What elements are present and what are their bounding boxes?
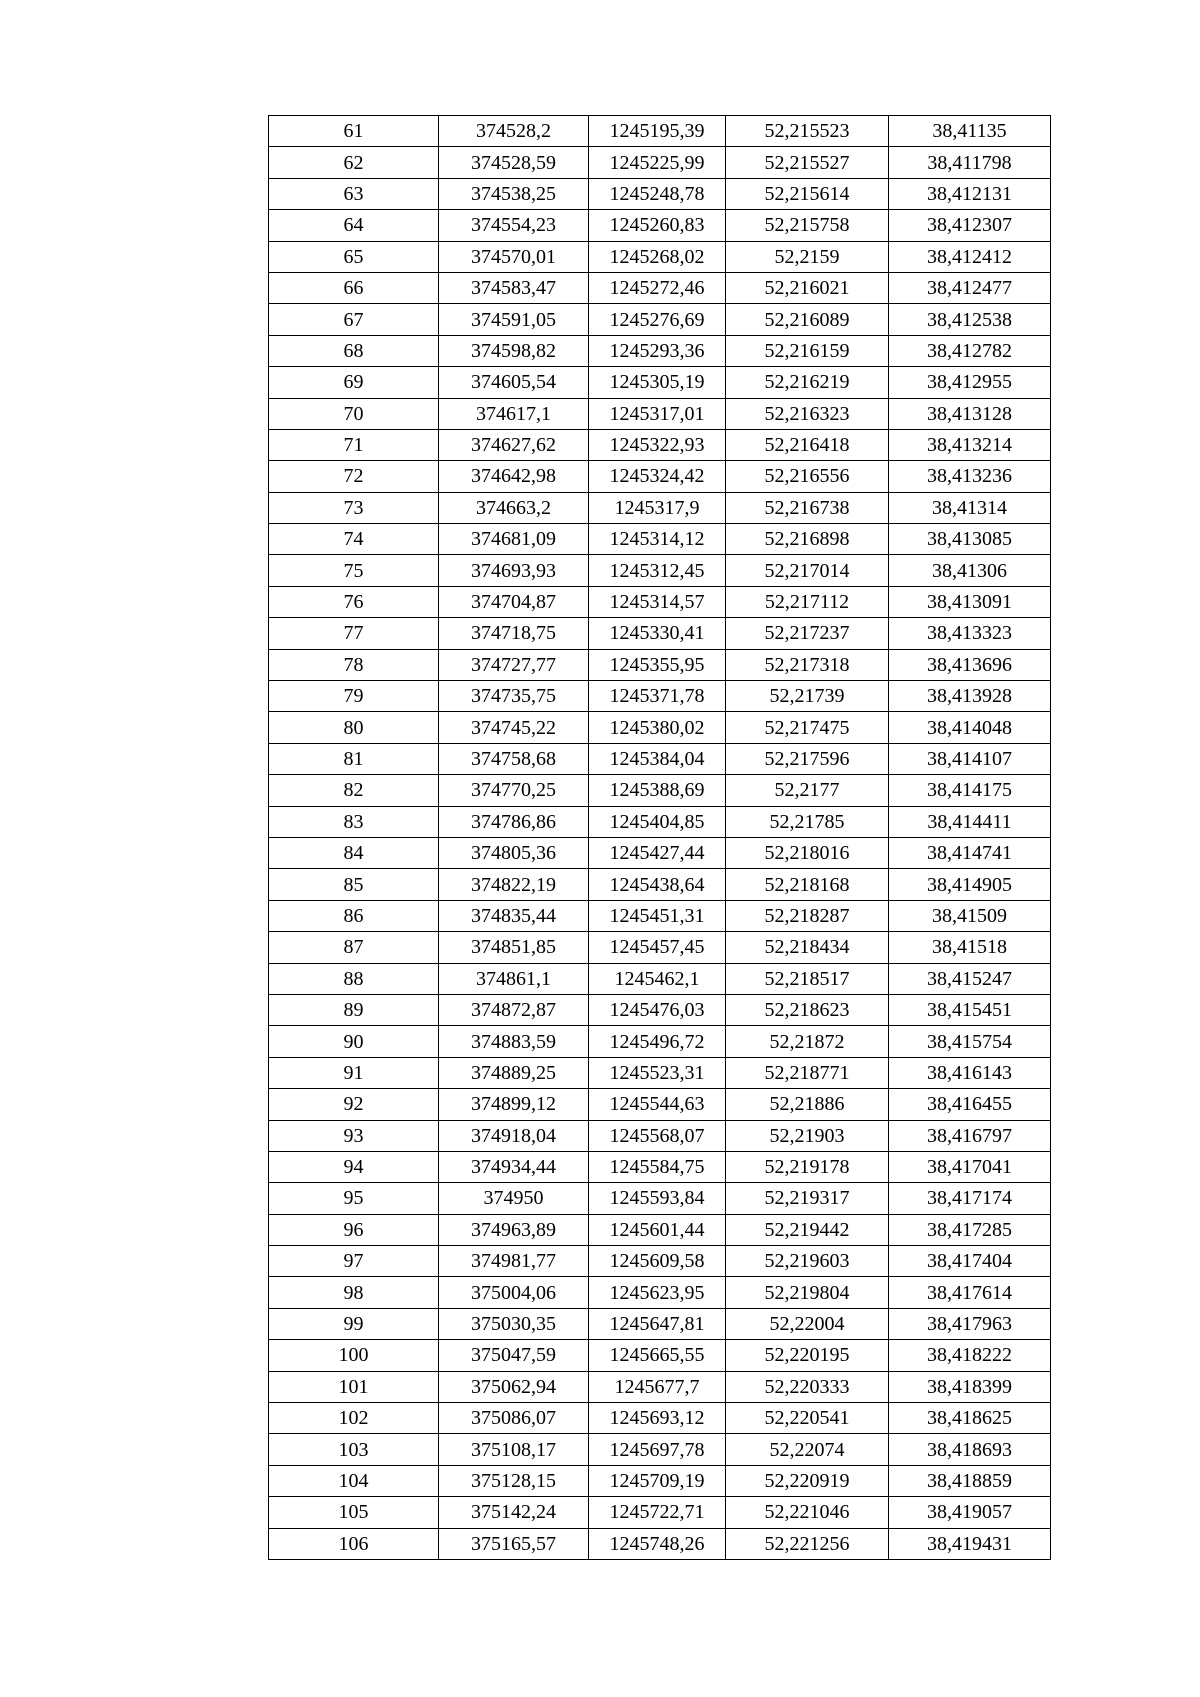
table-row [269, 806, 1051, 837]
longitude-cell: 38,419431 [889, 1528, 1051, 1559]
y-coordinate-cell: 1245317,9 [589, 492, 726, 523]
table-row [269, 1465, 1051, 1496]
point-number-cell: 66 [269, 272, 439, 303]
latitude-cell: 52,219442 [726, 1214, 889, 1245]
x-coordinate-cell: 374851,85 [439, 932, 589, 963]
latitude-cell: 52,218623 [726, 994, 889, 1025]
x-coordinate-cell: 374918,04 [439, 1120, 589, 1151]
longitude-cell: 38,415247 [889, 963, 1051, 994]
x-coordinate-cell: 374786,86 [439, 806, 589, 837]
table-row [269, 1246, 1051, 1277]
y-coordinate-cell: 1245248,78 [589, 178, 726, 209]
longitude-cell: 38,412131 [889, 178, 1051, 209]
latitude-cell: 52,217014 [726, 555, 889, 586]
table-row [269, 1120, 1051, 1151]
latitude-cell: 52,216159 [726, 335, 889, 366]
point-number-cell: 82 [269, 775, 439, 806]
y-coordinate-cell: 1245722,71 [589, 1497, 726, 1528]
latitude-cell: 52,215758 [726, 210, 889, 241]
x-coordinate-cell: 374605,54 [439, 367, 589, 398]
point-number-cell: 103 [269, 1434, 439, 1465]
y-coordinate-cell: 1245593,84 [589, 1183, 726, 1214]
latitude-cell: 52,219178 [726, 1151, 889, 1182]
table-row [269, 649, 1051, 680]
point-number-cell: 92 [269, 1089, 439, 1120]
point-number-cell: 74 [269, 524, 439, 555]
latitude-cell: 52,218517 [726, 963, 889, 994]
y-coordinate-cell: 1245317,01 [589, 398, 726, 429]
latitude-cell: 52,21872 [726, 1026, 889, 1057]
latitude-cell: 52,218287 [726, 900, 889, 931]
point-number-cell: 100 [269, 1340, 439, 1371]
longitude-cell: 38,412412 [889, 241, 1051, 272]
latitude-cell: 52,216556 [726, 461, 889, 492]
latitude-cell: 52,215527 [726, 147, 889, 178]
table-row [269, 1308, 1051, 1339]
longitude-cell: 38,414048 [889, 712, 1051, 743]
y-coordinate-cell: 1245384,04 [589, 743, 726, 774]
point-number-cell: 78 [269, 649, 439, 680]
x-coordinate-cell: 374583,47 [439, 272, 589, 303]
point-number-cell: 79 [269, 681, 439, 712]
longitude-cell: 38,419057 [889, 1497, 1051, 1528]
table-row [269, 304, 1051, 335]
x-coordinate-cell: 374727,77 [439, 649, 589, 680]
x-coordinate-cell: 374770,25 [439, 775, 589, 806]
table-body [269, 116, 1051, 1560]
latitude-cell: 52,21903 [726, 1120, 889, 1151]
table-row [269, 335, 1051, 366]
table-row [269, 900, 1051, 931]
longitude-cell: 38,413323 [889, 618, 1051, 649]
y-coordinate-cell: 1245462,1 [589, 963, 726, 994]
y-coordinate-cell: 1245693,12 [589, 1403, 726, 1434]
longitude-cell: 38,415754 [889, 1026, 1051, 1057]
y-coordinate-cell: 1245496,72 [589, 1026, 726, 1057]
x-coordinate-cell: 374745,22 [439, 712, 589, 743]
latitude-cell: 52,21785 [726, 806, 889, 837]
point-number-cell: 96 [269, 1214, 439, 1245]
y-coordinate-cell: 1245451,31 [589, 900, 726, 931]
y-coordinate-cell: 1245748,26 [589, 1528, 726, 1559]
y-coordinate-cell: 1245438,64 [589, 869, 726, 900]
y-coordinate-cell: 1245276,69 [589, 304, 726, 335]
table-row [269, 1277, 1051, 1308]
latitude-cell: 52,217596 [726, 743, 889, 774]
longitude-cell: 38,413928 [889, 681, 1051, 712]
table-row [269, 775, 1051, 806]
point-number-cell: 85 [269, 869, 439, 900]
latitude-cell: 52,21739 [726, 681, 889, 712]
x-coordinate-cell: 374591,05 [439, 304, 589, 335]
point-number-cell: 93 [269, 1120, 439, 1151]
table-row [269, 555, 1051, 586]
longitude-cell: 38,416797 [889, 1120, 1051, 1151]
latitude-cell: 52,2159 [726, 241, 889, 272]
longitude-cell: 38,417041 [889, 1151, 1051, 1182]
table-row [269, 1183, 1051, 1214]
longitude-cell: 38,415451 [889, 994, 1051, 1025]
longitude-cell: 38,412955 [889, 367, 1051, 398]
latitude-cell: 52,216219 [726, 367, 889, 398]
longitude-cell: 38,41518 [889, 932, 1051, 963]
latitude-cell: 52,217112 [726, 586, 889, 617]
point-number-cell: 86 [269, 900, 439, 931]
latitude-cell: 52,220333 [726, 1371, 889, 1402]
table-row [269, 1089, 1051, 1120]
y-coordinate-cell: 1245314,57 [589, 586, 726, 617]
x-coordinate-cell: 375047,59 [439, 1340, 589, 1371]
x-coordinate-cell: 374950 [439, 1183, 589, 1214]
latitude-cell: 52,217475 [726, 712, 889, 743]
longitude-cell: 38,417174 [889, 1183, 1051, 1214]
table-row [269, 524, 1051, 555]
point-number-cell: 75 [269, 555, 439, 586]
latitude-cell: 52,2177 [726, 775, 889, 806]
point-number-cell: 67 [269, 304, 439, 335]
y-coordinate-cell: 1245544,63 [589, 1089, 726, 1120]
point-number-cell: 64 [269, 210, 439, 241]
longitude-cell: 38,418222 [889, 1340, 1051, 1371]
point-number-cell: 98 [269, 1277, 439, 1308]
y-coordinate-cell: 1245523,31 [589, 1057, 726, 1088]
table-row [269, 210, 1051, 241]
y-coordinate-cell: 1245623,95 [589, 1277, 726, 1308]
longitude-cell: 38,411798 [889, 147, 1051, 178]
table-row [269, 1371, 1051, 1402]
table-row [269, 1528, 1051, 1559]
point-number-cell: 87 [269, 932, 439, 963]
longitude-cell: 38,414107 [889, 743, 1051, 774]
y-coordinate-cell: 1245601,44 [589, 1214, 726, 1245]
latitude-cell: 52,221046 [726, 1497, 889, 1528]
latitude-cell: 52,219317 [726, 1183, 889, 1214]
y-coordinate-cell: 1245609,58 [589, 1246, 726, 1277]
x-coordinate-cell: 374805,36 [439, 837, 589, 868]
longitude-cell: 38,417614 [889, 1277, 1051, 1308]
x-coordinate-cell: 374899,12 [439, 1089, 589, 1120]
table-row [269, 743, 1051, 774]
x-coordinate-cell: 375108,17 [439, 1434, 589, 1465]
table-row [269, 492, 1051, 523]
longitude-cell: 38,417963 [889, 1308, 1051, 1339]
point-number-cell: 102 [269, 1403, 439, 1434]
latitude-cell: 52,221256 [726, 1528, 889, 1559]
x-coordinate-cell: 374693,93 [439, 555, 589, 586]
longitude-cell: 38,413091 [889, 586, 1051, 617]
x-coordinate-cell: 374718,75 [439, 618, 589, 649]
point-number-cell: 88 [269, 963, 439, 994]
latitude-cell: 52,220195 [726, 1340, 889, 1371]
point-number-cell: 106 [269, 1528, 439, 1559]
table-row [269, 681, 1051, 712]
y-coordinate-cell: 1245709,19 [589, 1465, 726, 1496]
y-coordinate-cell: 1245268,02 [589, 241, 726, 272]
point-number-cell: 84 [269, 837, 439, 868]
latitude-cell: 52,216089 [726, 304, 889, 335]
table-row [269, 367, 1051, 398]
x-coordinate-cell: 374627,62 [439, 429, 589, 460]
x-coordinate-cell: 374598,82 [439, 335, 589, 366]
longitude-cell: 38,41509 [889, 900, 1051, 931]
longitude-cell: 38,41314 [889, 492, 1051, 523]
y-coordinate-cell: 1245314,12 [589, 524, 726, 555]
x-coordinate-cell: 374934,44 [439, 1151, 589, 1182]
point-number-cell: 70 [269, 398, 439, 429]
longitude-cell: 38,412477 [889, 272, 1051, 303]
x-coordinate-cell: 375004,06 [439, 1277, 589, 1308]
x-coordinate-cell: 374963,89 [439, 1214, 589, 1245]
table-row [269, 1026, 1051, 1057]
table-row [269, 869, 1051, 900]
table-row [269, 618, 1051, 649]
y-coordinate-cell: 1245272,46 [589, 272, 726, 303]
y-coordinate-cell: 1245647,81 [589, 1308, 726, 1339]
table-row [269, 837, 1051, 868]
x-coordinate-cell: 374681,09 [439, 524, 589, 555]
point-number-cell: 94 [269, 1151, 439, 1182]
x-coordinate-cell: 374835,44 [439, 900, 589, 931]
x-coordinate-cell: 375062,94 [439, 1371, 589, 1402]
latitude-cell: 52,22074 [726, 1434, 889, 1465]
y-coordinate-cell: 1245388,69 [589, 775, 726, 806]
y-coordinate-cell: 1245225,99 [589, 147, 726, 178]
longitude-cell: 38,417404 [889, 1246, 1051, 1277]
longitude-cell: 38,41306 [889, 555, 1051, 586]
latitude-cell: 52,216898 [726, 524, 889, 555]
x-coordinate-cell: 374528,59 [439, 147, 589, 178]
table-row [269, 178, 1051, 209]
longitude-cell: 38,41135 [889, 116, 1051, 147]
point-number-cell: 90 [269, 1026, 439, 1057]
point-number-cell: 80 [269, 712, 439, 743]
table-row [269, 272, 1051, 303]
x-coordinate-cell: 374528,2 [439, 116, 589, 147]
longitude-cell: 38,417285 [889, 1214, 1051, 1245]
point-number-cell: 91 [269, 1057, 439, 1088]
latitude-cell: 52,219603 [726, 1246, 889, 1277]
y-coordinate-cell: 1245322,93 [589, 429, 726, 460]
y-coordinate-cell: 1245195,39 [589, 116, 726, 147]
y-coordinate-cell: 1245380,02 [589, 712, 726, 743]
longitude-cell: 38,413128 [889, 398, 1051, 429]
y-coordinate-cell: 1245371,78 [589, 681, 726, 712]
x-coordinate-cell: 374642,98 [439, 461, 589, 492]
latitude-cell: 52,22004 [726, 1308, 889, 1339]
y-coordinate-cell: 1245457,45 [589, 932, 726, 963]
latitude-cell: 52,216418 [726, 429, 889, 460]
table-row [269, 429, 1051, 460]
latitude-cell: 52,216738 [726, 492, 889, 523]
table-row [269, 994, 1051, 1025]
latitude-cell: 52,215523 [726, 116, 889, 147]
longitude-cell: 38,413214 [889, 429, 1051, 460]
longitude-cell: 38,414741 [889, 837, 1051, 868]
table-row [269, 1340, 1051, 1371]
x-coordinate-cell: 374861,1 [439, 963, 589, 994]
x-coordinate-cell: 375030,35 [439, 1308, 589, 1339]
point-number-cell: 62 [269, 147, 439, 178]
longitude-cell: 38,414905 [889, 869, 1051, 900]
longitude-cell: 38,418693 [889, 1434, 1051, 1465]
latitude-cell: 52,218771 [726, 1057, 889, 1088]
table-row [269, 147, 1051, 178]
y-coordinate-cell: 1245305,19 [589, 367, 726, 398]
x-coordinate-cell: 375165,57 [439, 1528, 589, 1559]
table-row [269, 1057, 1051, 1088]
x-coordinate-cell: 374872,87 [439, 994, 589, 1025]
point-number-cell: 73 [269, 492, 439, 523]
latitude-cell: 52,218168 [726, 869, 889, 900]
point-number-cell: 97 [269, 1246, 439, 1277]
table-row [269, 932, 1051, 963]
x-coordinate-cell: 374538,25 [439, 178, 589, 209]
x-coordinate-cell: 374981,77 [439, 1246, 589, 1277]
table-row [269, 586, 1051, 617]
longitude-cell: 38,418399 [889, 1371, 1051, 1402]
table-row [269, 712, 1051, 743]
latitude-cell: 52,216021 [726, 272, 889, 303]
longitude-cell: 38,418625 [889, 1403, 1051, 1434]
latitude-cell: 52,21886 [726, 1089, 889, 1120]
point-number-cell: 81 [269, 743, 439, 774]
x-coordinate-cell: 374663,2 [439, 492, 589, 523]
x-coordinate-cell: 375142,24 [439, 1497, 589, 1528]
point-number-cell: 65 [269, 241, 439, 272]
x-coordinate-cell: 375086,07 [439, 1403, 589, 1434]
latitude-cell: 52,218016 [726, 837, 889, 868]
longitude-cell: 38,413696 [889, 649, 1051, 680]
longitude-cell: 38,414411 [889, 806, 1051, 837]
longitude-cell: 38,413236 [889, 461, 1051, 492]
longitude-cell: 38,416143 [889, 1057, 1051, 1088]
coordinates-table [268, 115, 1051, 1560]
longitude-cell: 38,414175 [889, 775, 1051, 806]
longitude-cell: 38,412307 [889, 210, 1051, 241]
point-number-cell: 89 [269, 994, 439, 1025]
y-coordinate-cell: 1245584,75 [589, 1151, 726, 1182]
point-number-cell: 68 [269, 335, 439, 366]
y-coordinate-cell: 1245293,36 [589, 335, 726, 366]
x-coordinate-cell: 374554,23 [439, 210, 589, 241]
point-number-cell: 105 [269, 1497, 439, 1528]
table-row [269, 116, 1051, 147]
x-coordinate-cell: 374704,87 [439, 586, 589, 617]
x-coordinate-cell: 374883,59 [439, 1026, 589, 1057]
point-number-cell: 77 [269, 618, 439, 649]
x-coordinate-cell: 374889,25 [439, 1057, 589, 1088]
y-coordinate-cell: 1245568,07 [589, 1120, 726, 1151]
y-coordinate-cell: 1245427,44 [589, 837, 726, 868]
x-coordinate-cell: 374570,01 [439, 241, 589, 272]
y-coordinate-cell: 1245324,42 [589, 461, 726, 492]
point-number-cell: 95 [269, 1183, 439, 1214]
x-coordinate-cell: 375128,15 [439, 1465, 589, 1496]
point-number-cell: 76 [269, 586, 439, 617]
point-number-cell: 69 [269, 367, 439, 398]
point-number-cell: 61 [269, 116, 439, 147]
table-row [269, 963, 1051, 994]
y-coordinate-cell: 1245312,45 [589, 555, 726, 586]
point-number-cell: 72 [269, 461, 439, 492]
y-coordinate-cell: 1245404,85 [589, 806, 726, 837]
latitude-cell: 52,220541 [726, 1403, 889, 1434]
latitude-cell: 52,217237 [726, 618, 889, 649]
x-coordinate-cell: 374822,19 [439, 869, 589, 900]
table-row [269, 461, 1051, 492]
point-number-cell: 71 [269, 429, 439, 460]
table-row [269, 1403, 1051, 1434]
latitude-cell: 52,217318 [726, 649, 889, 680]
latitude-cell: 52,220919 [726, 1465, 889, 1496]
y-coordinate-cell: 1245476,03 [589, 994, 726, 1025]
latitude-cell: 52,215614 [726, 178, 889, 209]
point-number-cell: 83 [269, 806, 439, 837]
x-coordinate-cell: 374617,1 [439, 398, 589, 429]
table-row [269, 1434, 1051, 1465]
longitude-cell: 38,413085 [889, 524, 1051, 555]
point-number-cell: 99 [269, 1308, 439, 1339]
y-coordinate-cell: 1245355,95 [589, 649, 726, 680]
longitude-cell: 38,412538 [889, 304, 1051, 335]
y-coordinate-cell: 1245330,41 [589, 618, 726, 649]
y-coordinate-cell: 1245697,78 [589, 1434, 726, 1465]
latitude-cell: 52,216323 [726, 398, 889, 429]
point-number-cell: 101 [269, 1371, 439, 1402]
table-row [269, 1497, 1051, 1528]
x-coordinate-cell: 374735,75 [439, 681, 589, 712]
y-coordinate-cell: 1245260,83 [589, 210, 726, 241]
y-coordinate-cell: 1245677,7 [589, 1371, 726, 1402]
longitude-cell: 38,418859 [889, 1465, 1051, 1496]
table-row [269, 241, 1051, 272]
longitude-cell: 38,416455 [889, 1089, 1051, 1120]
point-number-cell: 104 [269, 1465, 439, 1496]
point-number-cell: 63 [269, 178, 439, 209]
longitude-cell: 38,412782 [889, 335, 1051, 366]
table-row [269, 1214, 1051, 1245]
x-coordinate-cell: 374758,68 [439, 743, 589, 774]
latitude-cell: 52,219804 [726, 1277, 889, 1308]
latitude-cell: 52,218434 [726, 932, 889, 963]
table-row [269, 398, 1051, 429]
y-coordinate-cell: 1245665,55 [589, 1340, 726, 1371]
table-row [269, 1151, 1051, 1182]
